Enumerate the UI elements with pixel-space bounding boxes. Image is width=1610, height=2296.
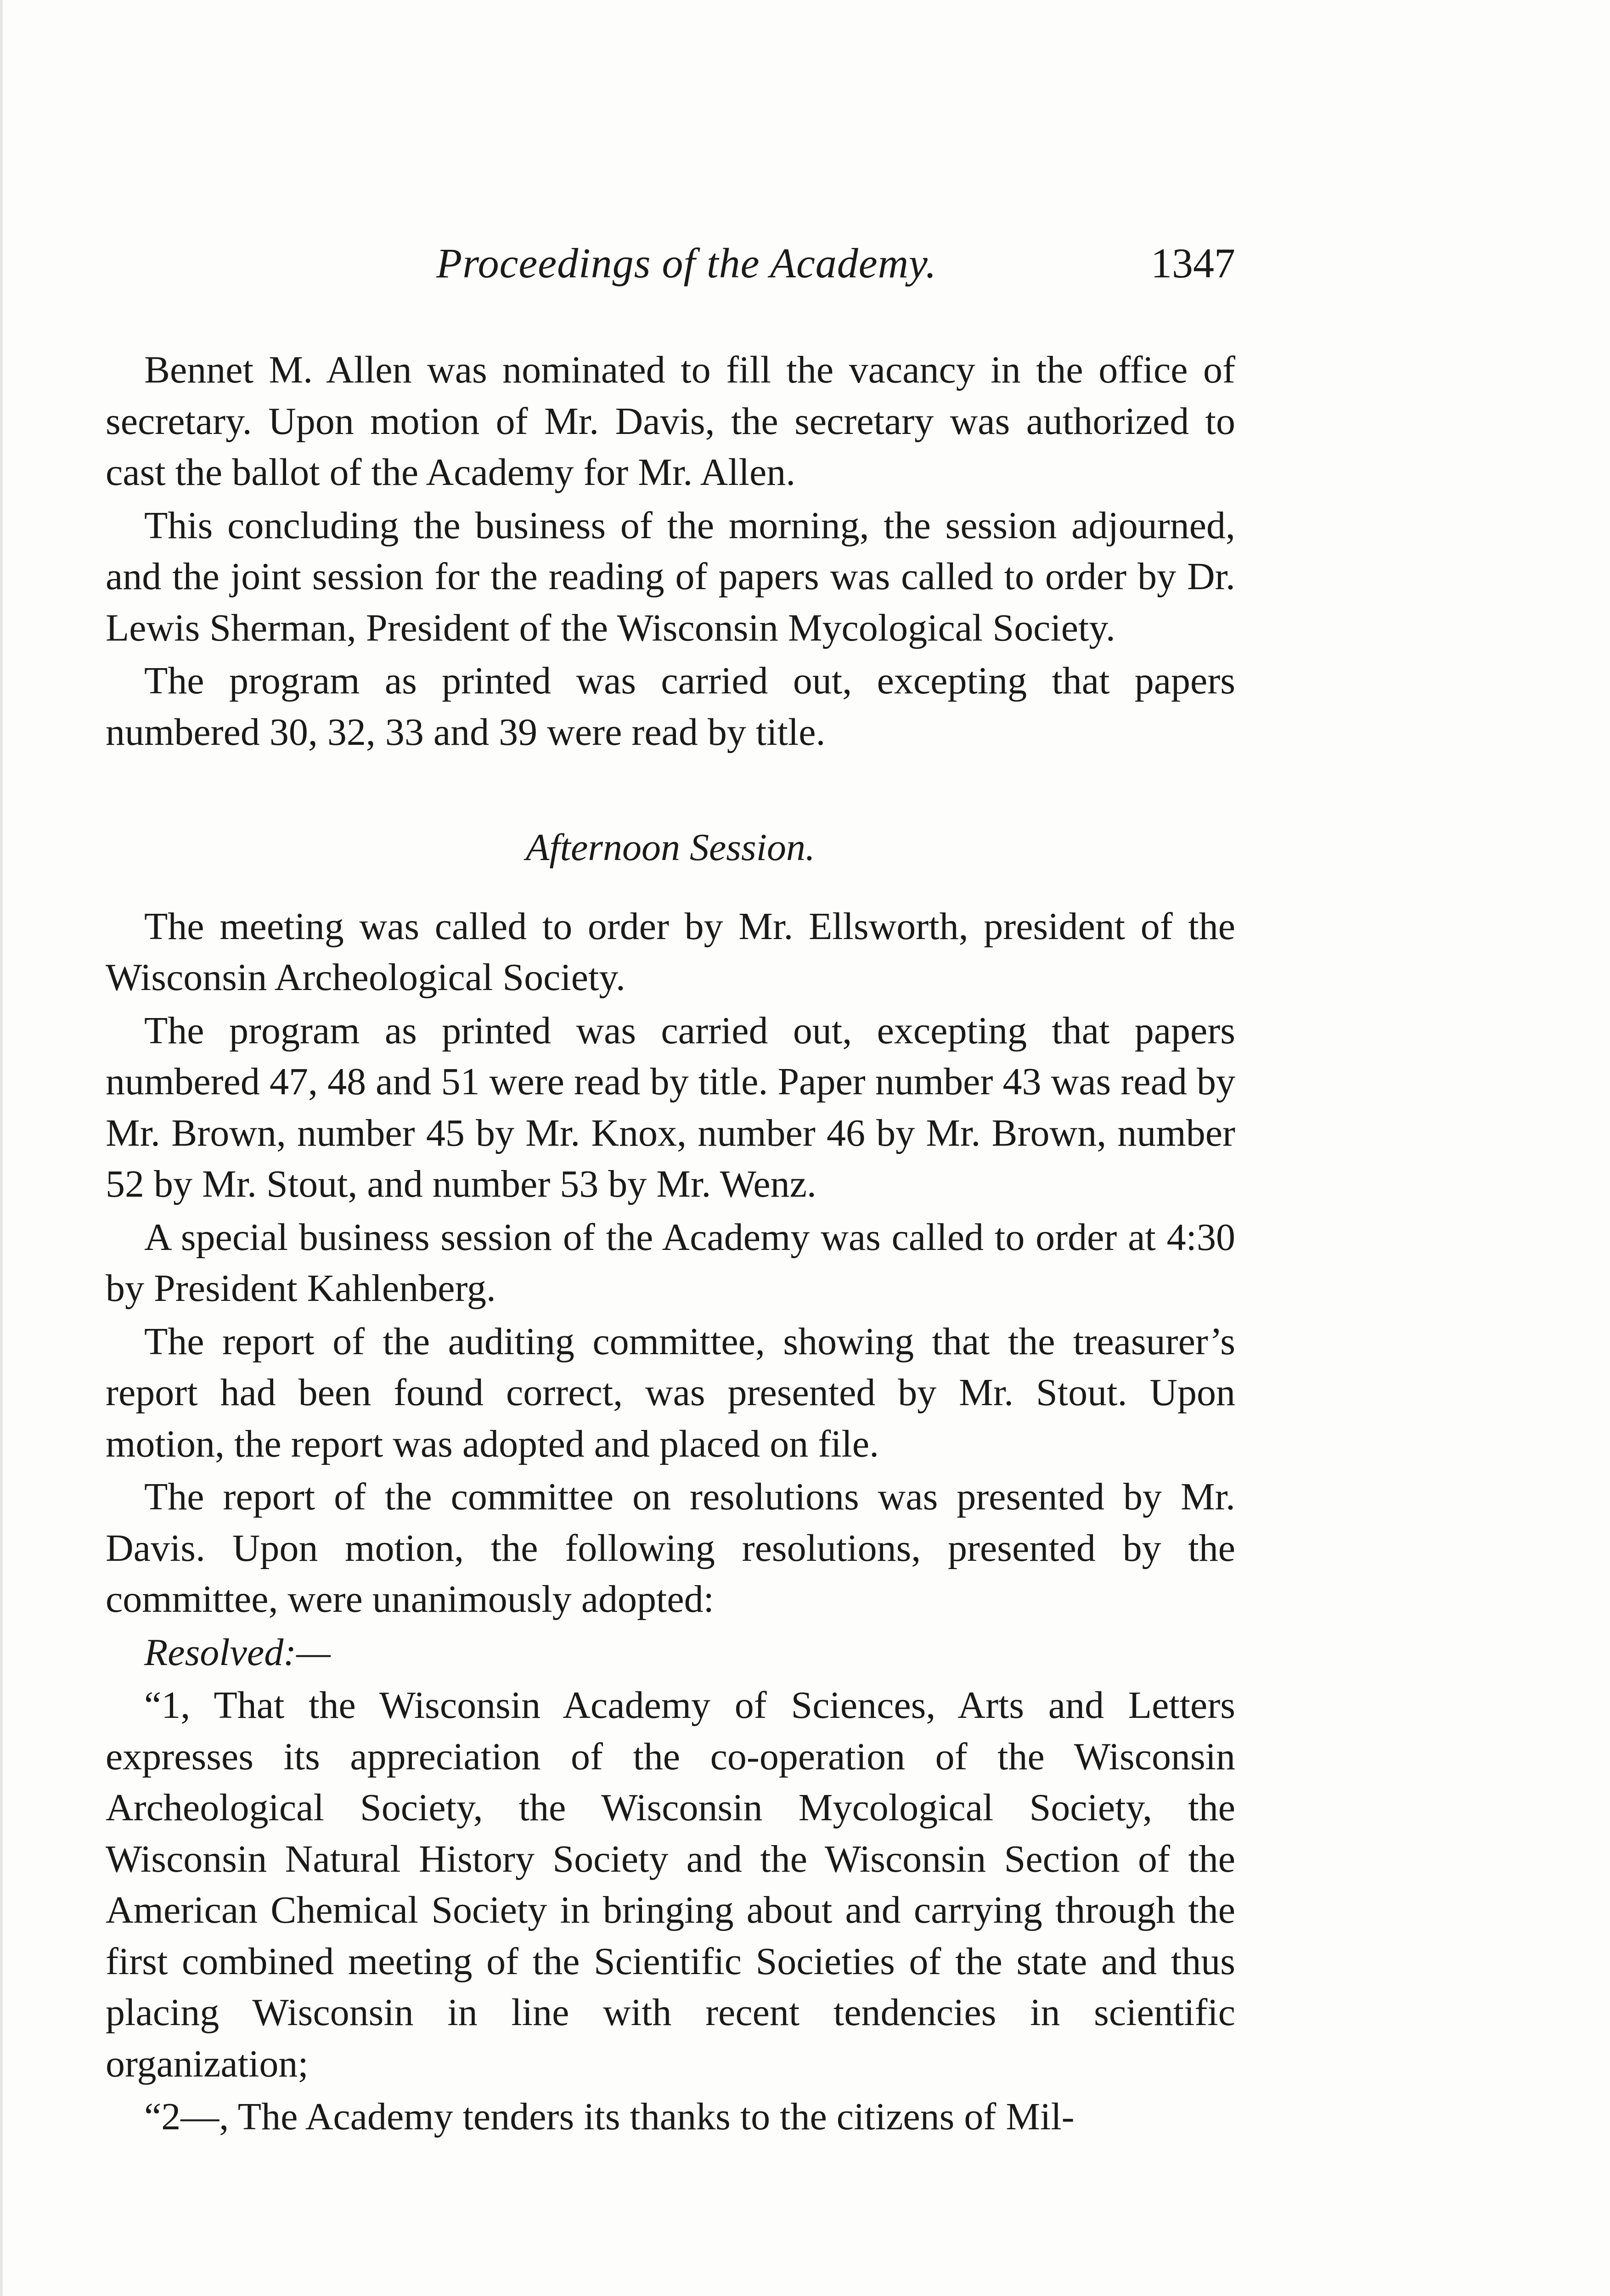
paragraph: The program as printed was carried out, excepting that papers numbered 47, 48 and 51 were read by title. Paper number 43 was read by Mr. Brown, number 45 by Mr. Knox, number 46 by Mr. Brown, number 52 by Mr. Stout, and number 53 by Mr. Wenz. [106, 1009, 1235, 1205]
page-header [106, 239, 1235, 294]
paragraph: The meeting was called to order by Mr. Ellsworth, president of the Wisconsin Archeological Society. [106, 905, 1235, 999]
resolution: “1, That the Wisconsin Academy of Sciences, Arts and Letters expresses its appreciation of the co-operation of the Wisconsin Archeological Society, the Wisconsin Mycological Society, the Wisconsin Natural History Society and the Wisconsin Section of the American Chemical Society in bringing about and carrying through the first combined meeting of the Scientific Societies of the state and thus placing Wisconsin in line with recent tendencies in scientific organization; [106, 1684, 1235, 2085]
paragraph: The program as printed was carried out, excepting that papers numbered 30, 32, 33 and 39 were read by title. [106, 659, 1235, 754]
body-text [106, 344, 1235, 2144]
paragraph: The report of the auditing committee, showing that the treasurer’s report had been found correct, was presented by Mr. Stout. Upon motion, the report was adopted and placed on file. [106, 1320, 1235, 1465]
resolution: “2—, The Academy tenders its thanks to the citizens of Mil- [144, 2095, 1075, 2138]
running-title: Proceedings of the Academy. [436, 240, 937, 287]
resolved-label: Resolved:— [144, 1631, 331, 1674]
paragraph: This concluding the business of the morning, the session adjourned, and the joint session for the reading of papers was called to order by Dr. Lewis Sherman, President of the Wisconsin Mycological Society. [106, 504, 1235, 649]
afternoon-session-heading: Afternoon Session. [526, 826, 815, 869]
paragraph: The report of the committee on resolutions was presented by Mr. Davis. Upon motion, the following resolutions, presented by the committee, were unanimously adopted: [106, 1475, 1235, 1621]
paragraph: A special business session of the Academy was called to order at 4:30 by President Kahlenberg. [106, 1216, 1235, 1310]
paragraph: Bennet M. Allen was nominated to fill the vacancy in the office of secretary. Upon motion of Mr. Davis, the secretary was authorized to cast the ballot of the Academy for Mr. Allen. [106, 349, 1235, 494]
page-number: 1347 [1151, 240, 1235, 287]
page-edge-shadow [0, 0, 3, 2296]
